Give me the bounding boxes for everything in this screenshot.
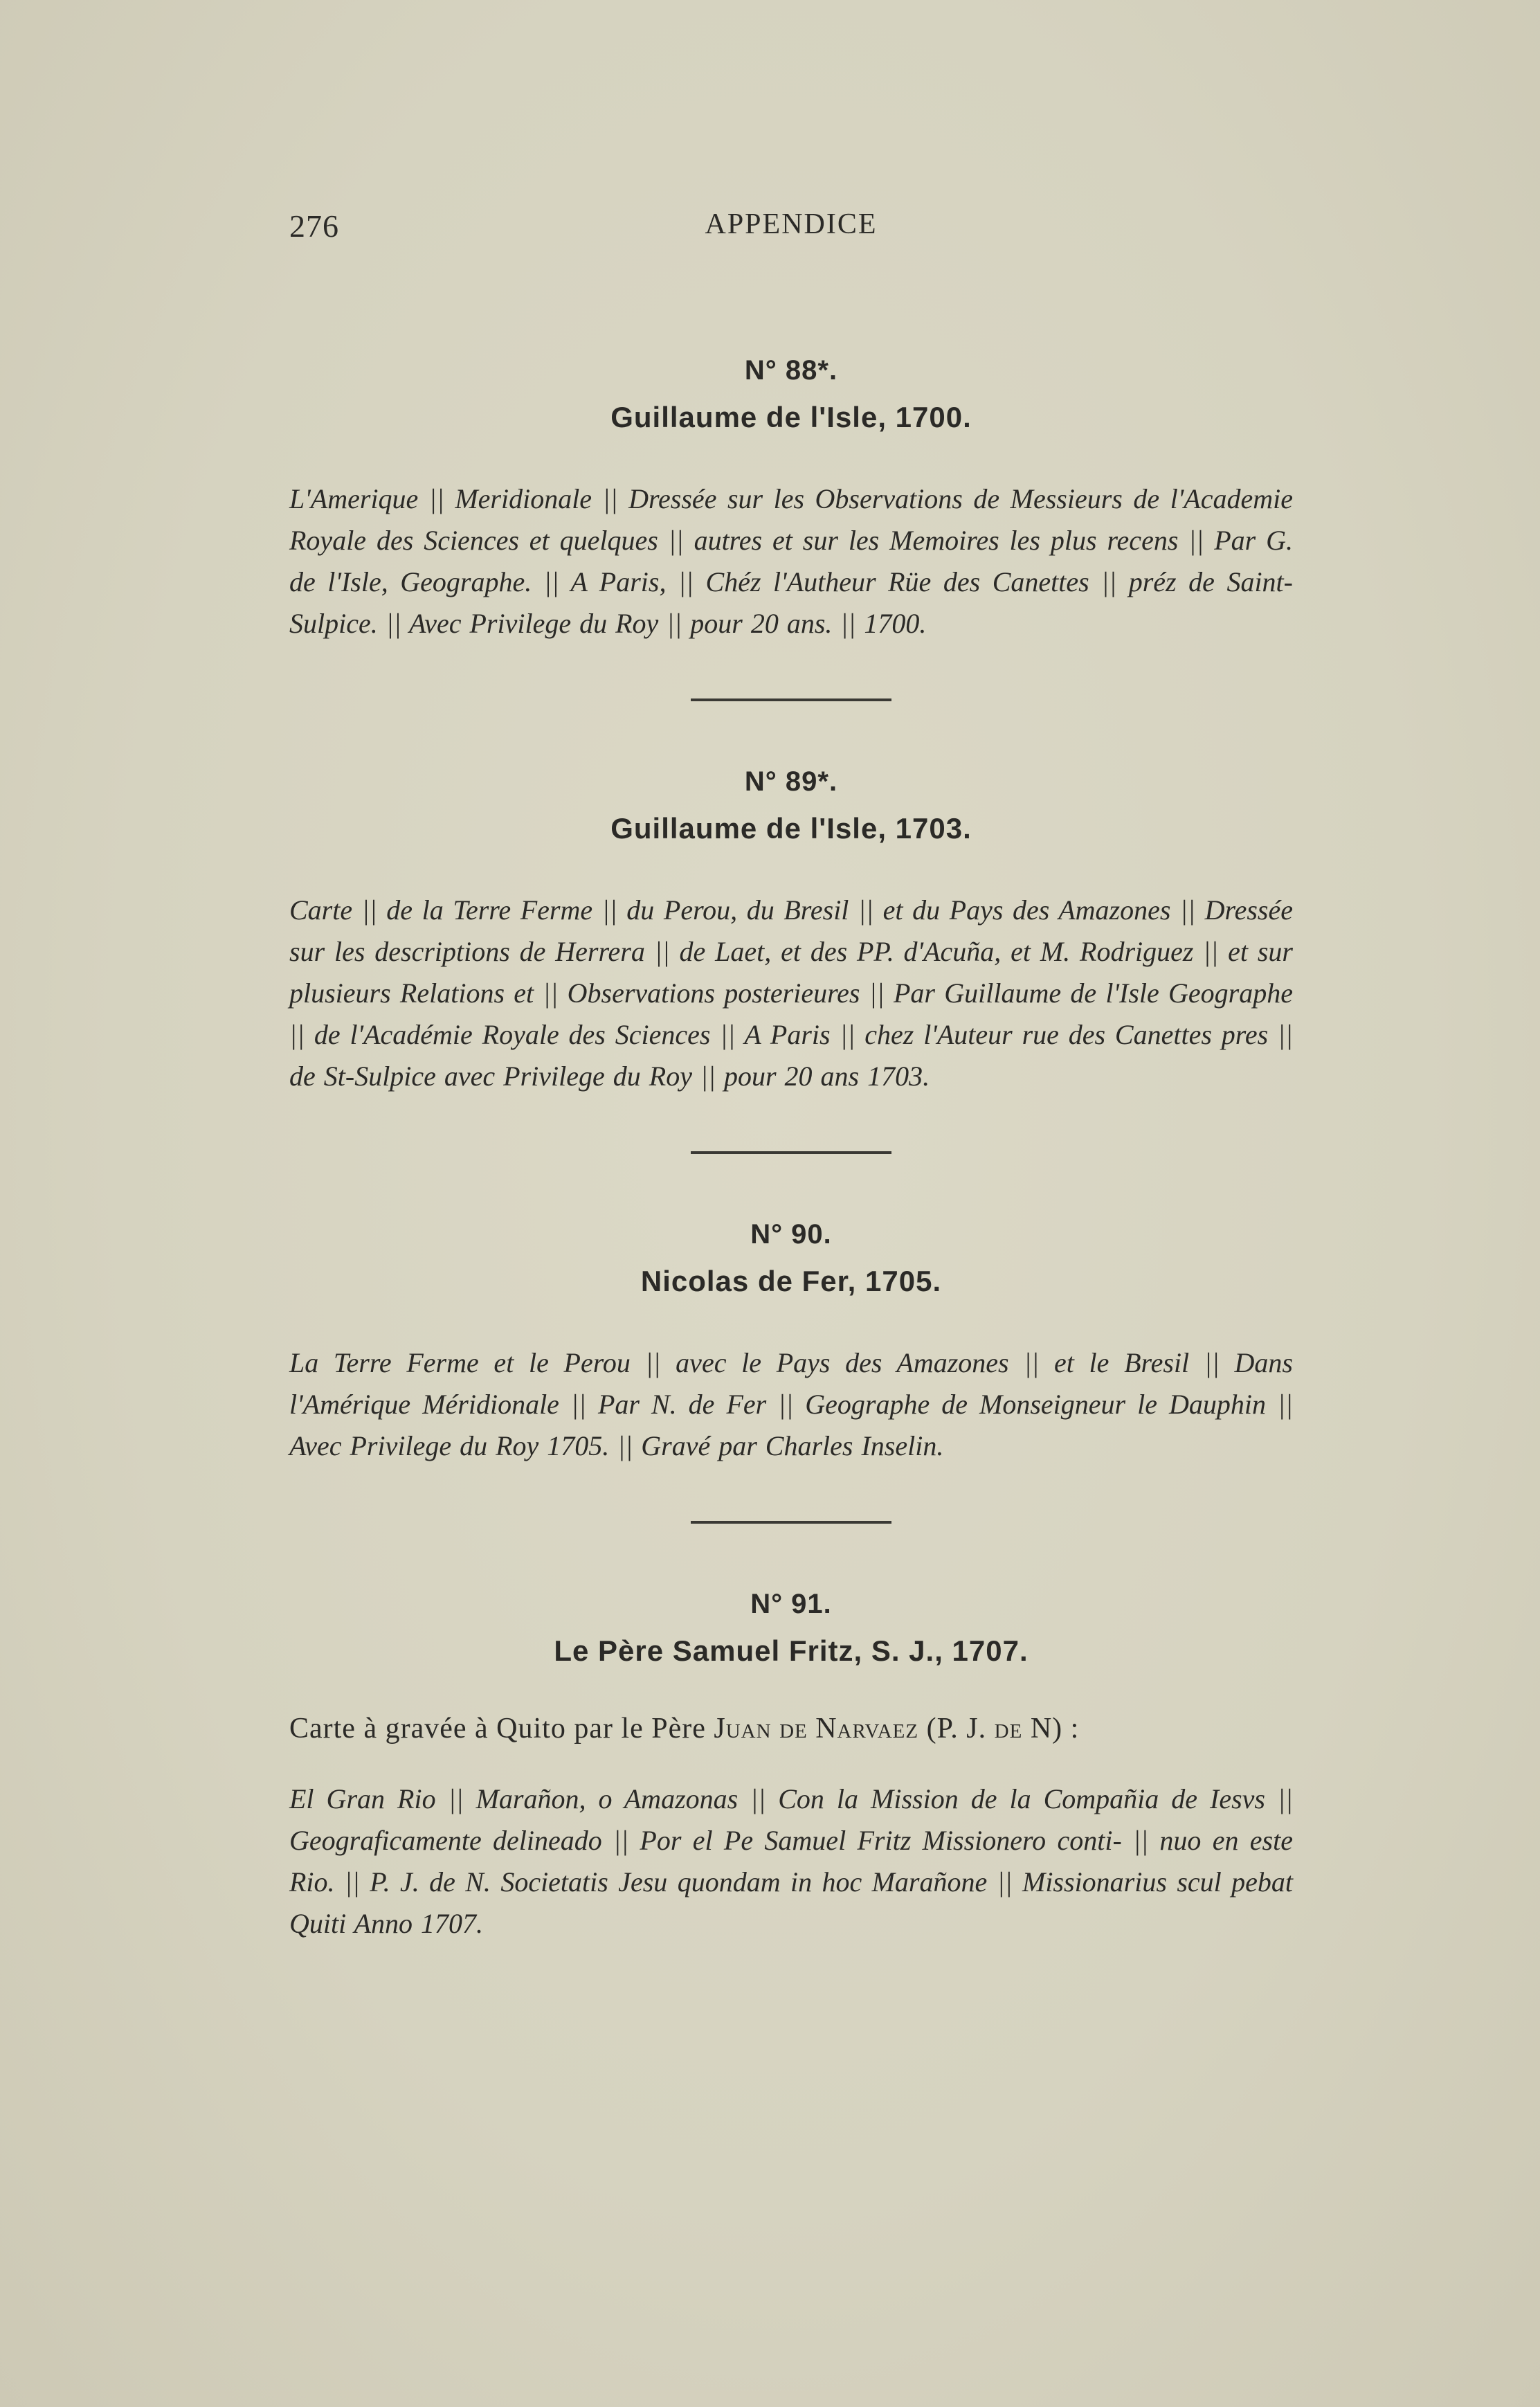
page-number: 276 [289,208,339,244]
entry-number: N° 89*. [744,766,838,797]
entry-number: N° 91. [750,1589,832,1619]
intro-after: N) : [1022,1713,1080,1745]
entry-title-text: El Gran Rio || Marañon, o Amazonas || Con la Mission de la Compañia de Iesvs || Geograficamente delineado || Por el Pe Samuel Fritz Missionero conti- || nuo en este Rio. || P. J. de N. Societatis Jesu quondam in hoc Marañone || Missionarius scul pebat Quiti Anno 1707. [289,1783,1293,1939]
intro-before: Carte à gravée à Quito par le Père [289,1713,714,1745]
entry-title-text: La Terre Ferme et le Perou || avec le Pays des Amazones || et le Bresil || Dans l'Amérique Méridionale || Par N. de Fer || Geographe de Monseigneur le Dauphin || Avec Privilege du Roy 1705. || Gravé par Charles Inselin. [289,1347,1293,1461]
intro-middle: (P. J. [918,1713,995,1745]
entry-number: N° 88*. [744,355,838,386]
engraver-name: Juan de Narvaez [714,1713,919,1745]
catalogue-entry [289,350,1293,644]
name-particle: de [994,1713,1023,1745]
entry-author: Le Père Samuel Fritz, S. J., 1707. [554,1634,1029,1667]
entry-title-text: L'Amerique || Meridionale || Dressée sur les Observations de Messieurs de l'Academie Royale des Sciences et quelques || autres et sur les Memoires les plus recens || Par G. de l'Isle, Geographe. || A Paris, || Chéz l'Autheur Rüe des Canettes || préz de Saint-Sulpice. || Avec Privilege du Roy || pour 20 ans. || 1700. [289,483,1293,639]
running-title: APPENDICE [705,208,878,240]
catalogue-entry [289,1583,1293,1945]
entry-intro-text [289,1708,1293,1749]
section-divider [691,1521,891,1524]
entry-author: Guillaume de l'Isle, 1703. [610,812,972,845]
section-divider [691,1151,891,1154]
catalogue-entry [289,761,1293,1097]
entry-number: N° 90. [750,1219,832,1250]
entry-author: Nicolas de Fer, 1705. [640,1265,942,1297]
section-divider [691,698,891,701]
page-content [289,350,1293,1972]
entry-title-text: Carte || de la Terre Ferme || du Perou, du Bresil || et du Pays des Amazones || Dressée sur les descriptions de Herrera || de Laet, et des PP. d'Acuña, et M. Rodriguez || et sur plusieurs Relations et || Observations posterieures || Par Guillaume de l'Isle Geographe || de l'Académie Royale des Sciences || A Paris || chez l'Auteur rue des Canettes pres || de St-Sulpice avec Privilege du Roy || pour 20 ans 1703. [289,894,1293,1092]
catalogue-entry [289,1214,1293,1467]
entry-author: Guillaume de l'Isle, 1700. [610,401,972,433]
running-head [289,208,1293,249]
